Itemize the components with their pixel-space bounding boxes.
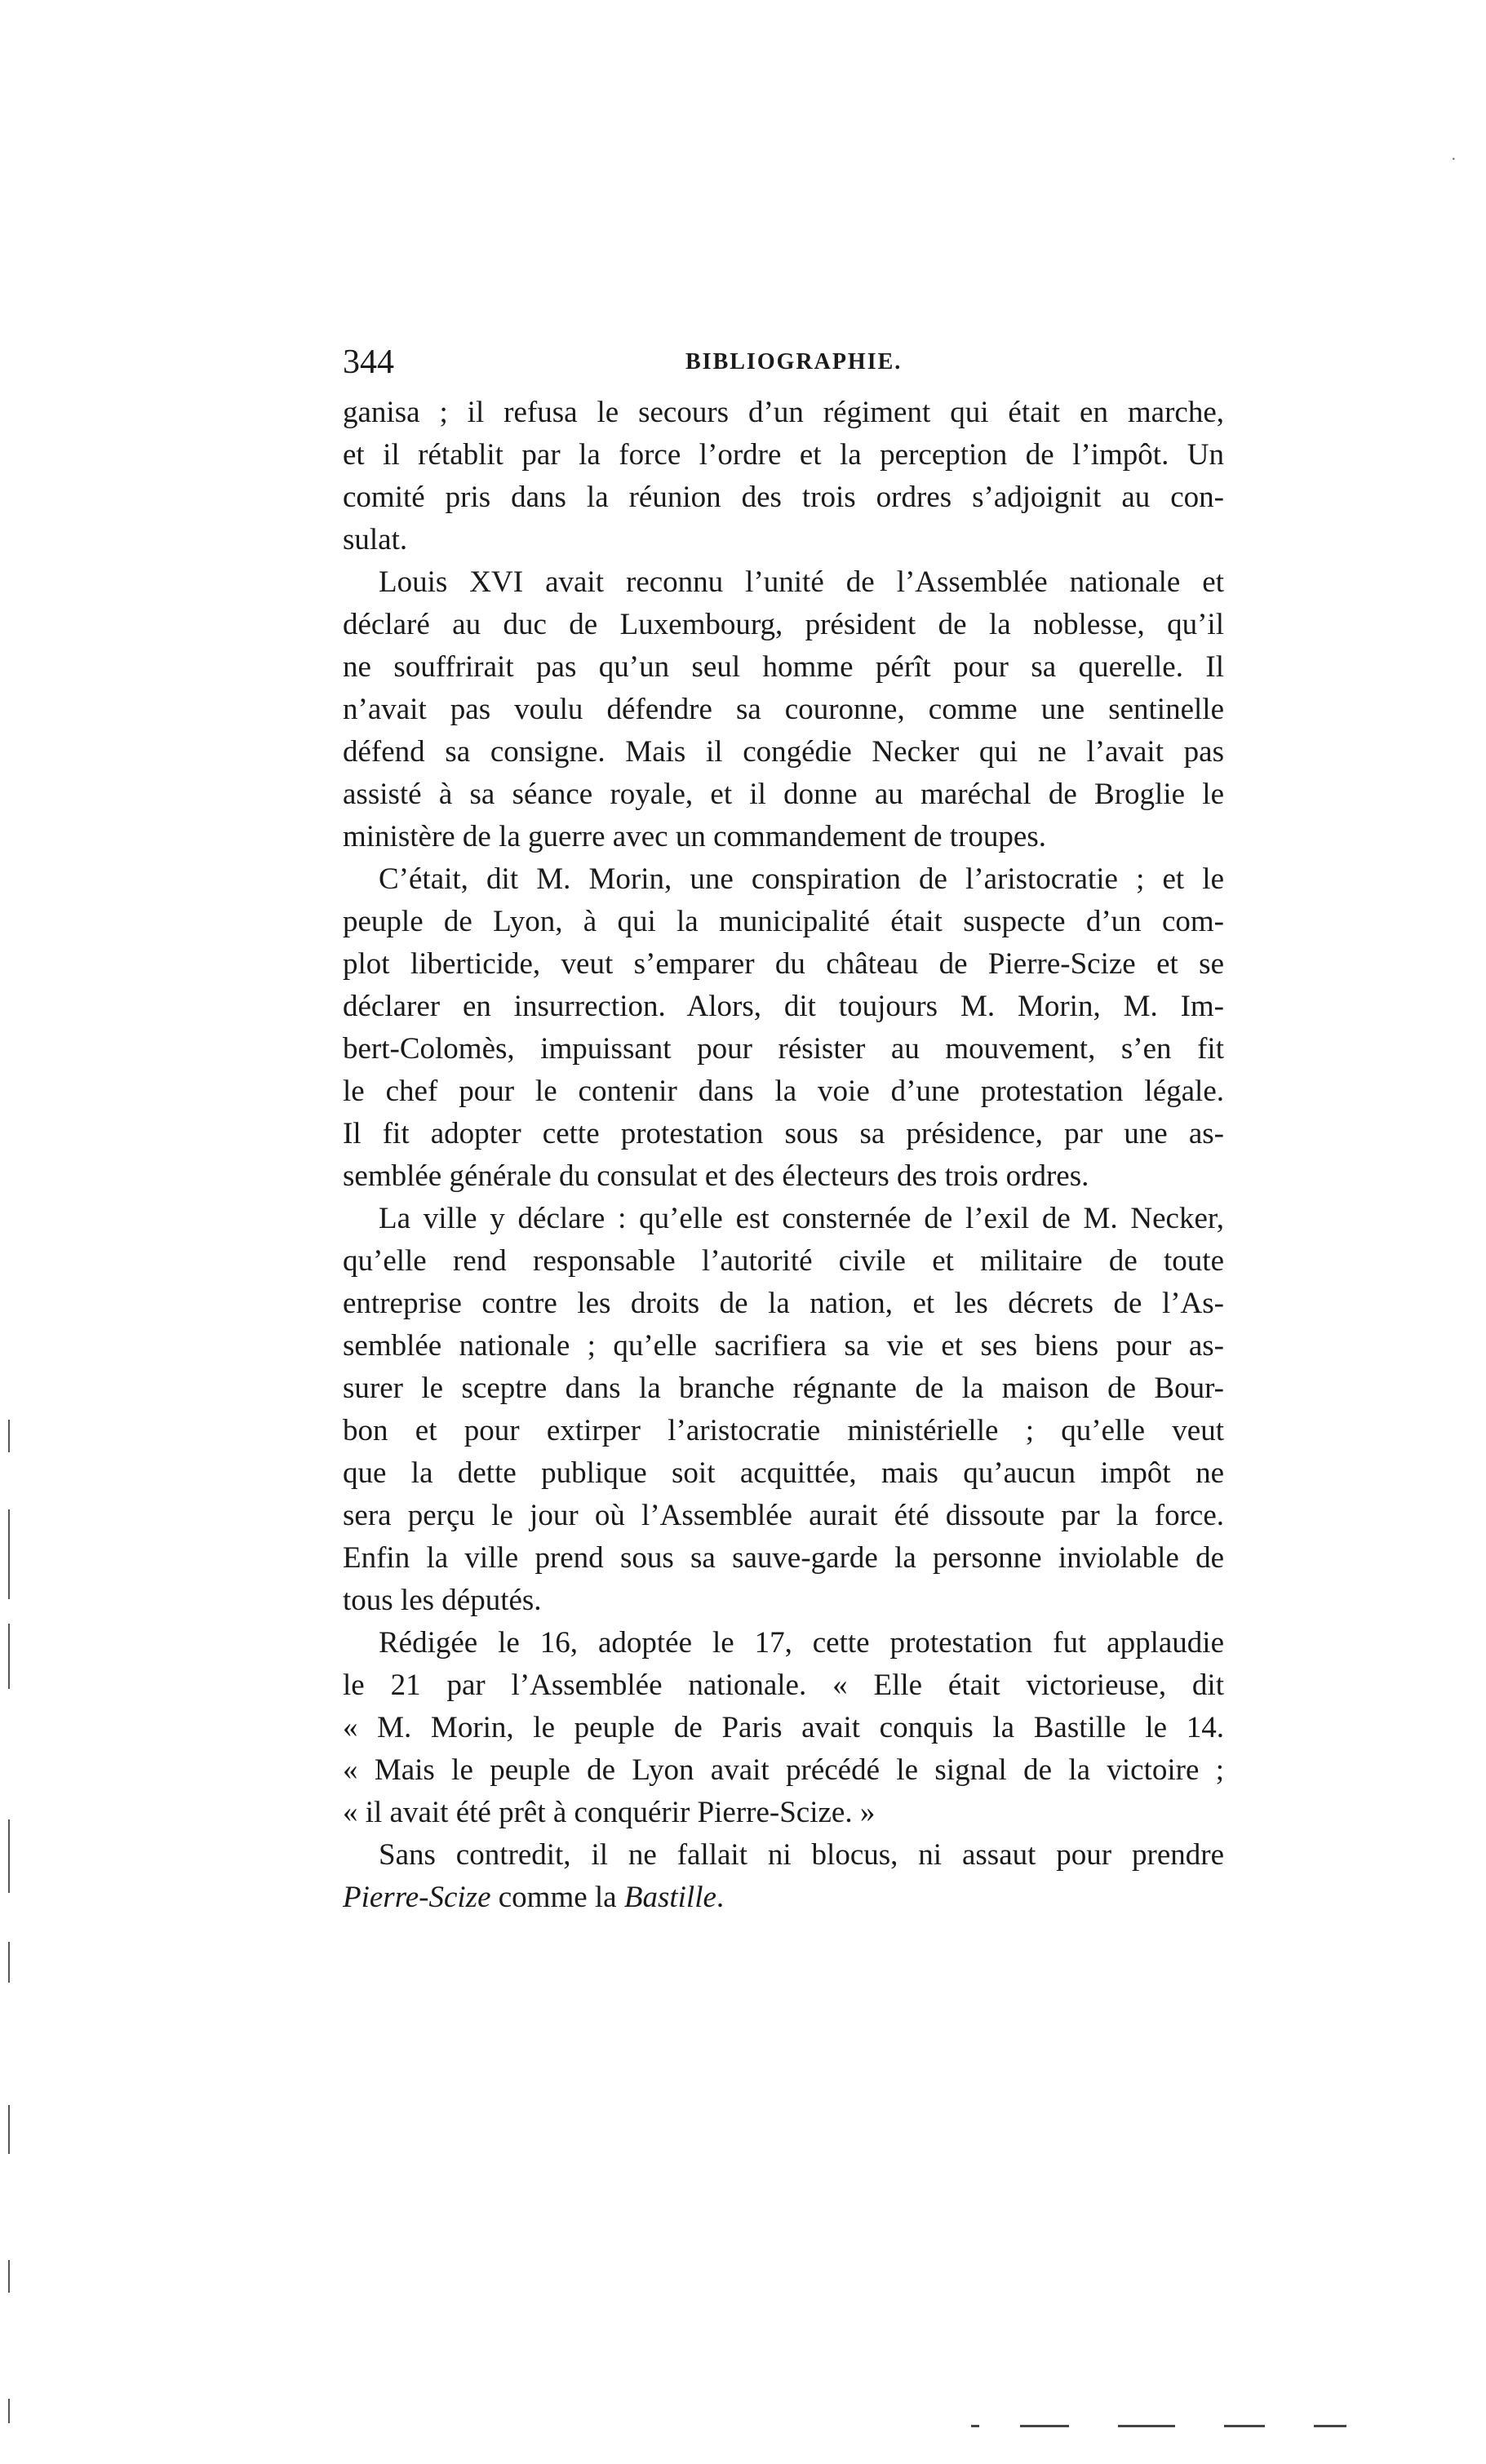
text-line: « il avait été prêt à conquérir Pierre-Scize. » (343, 1796, 876, 1829)
text-line: bert-Colomès, impuissant pour résister au mouvement, s’en fit (343, 1032, 1224, 1066)
page-number: 344 (343, 343, 394, 381)
text-line: déclaré au duc de Luxembourg, président de la noblesse, qu’il (343, 608, 1224, 641)
text-fragment: . (716, 1881, 725, 1914)
italic-text: Pierre-Scize (343, 1881, 491, 1914)
text-line: Sans contredit, il ne fallait ni blocus, ni assaut pour prendre (379, 1838, 1224, 1872)
page-header (343, 343, 1265, 392)
text-line: comité pris dans la réunion des trois ordres s’adjoignit au con- (343, 481, 1224, 514)
text-line: Louis XVI avait reconnu l’unité de l’Assemblée nationale et (379, 565, 1224, 599)
margin-mark (8, 1819, 10, 1893)
text-line: entreprise contre les droits de la nation, et les décrets de l’As- (343, 1287, 1224, 1320)
text-line: défend sa consigne. Mais il congédie Necker qui ne l’avait pas (343, 735, 1224, 769)
margin-mark (8, 2105, 10, 2154)
text-line: n’avait pas voulu défendre sa couronne, comme une sentinelle (343, 693, 1224, 726)
text-line: « Mais le peuple de Lyon avait précédé le signal de la victoire ; (343, 1753, 1224, 1787)
corner-mark: · (1450, 148, 1457, 169)
margin-mark (8, 1942, 10, 1983)
text-line: ministère de la guerre avec un commandement de troupes. (343, 820, 1046, 853)
margin-mark (8, 1624, 10, 1689)
text-line: ne souffrirait pas qu’un seul homme pérît pour sa querelle. Il (343, 650, 1224, 684)
margin-mark (8, 1420, 10, 1452)
text-line: Il fit adopter cette protestation sous sa présidence, par une as- (343, 1117, 1224, 1150)
text-line: déclarer en insurrection. Alors, dit toujours M. Morin, M. Im- (343, 990, 1224, 1023)
margin-mark (8, 1509, 10, 1599)
text-line: C’était, dit M. Morin, une conspiration de l’aristocratie ; et le (379, 862, 1224, 896)
text-line: et il rétablit par la force l’ordre et la perception de l’impôt. Un (343, 438, 1224, 472)
margin-mark (8, 2399, 10, 2423)
text-line-final (343, 1877, 1224, 1919)
margin-mark (8, 2260, 10, 2293)
text-line: bon et pour extirper l’aristocratie ministérielle ; qu’elle veut (343, 1414, 1224, 1447)
text-line: surer le sceptre dans la branche régnante de la maison de Bour- (343, 1372, 1224, 1405)
text-line: La ville y déclare : qu’elle est consternée de l’exil de M. Necker, (379, 1202, 1224, 1235)
text-fragment: comme la (490, 1881, 624, 1914)
text-line: sulat. (343, 523, 408, 556)
text-line: assisté à sa séance royale, et il donne au maréchal de Broglie le (343, 778, 1224, 811)
text-line: ganisa ; il refusa le secours d’un régiment qui était en marche, (343, 396, 1224, 429)
text-line: « M. Morin, le peuple de Paris avait conquis la Bastille le 14. (343, 1711, 1224, 1744)
text-line: Rédigée le 16, adoptée le 17, cette protestation fut applaudie (379, 1626, 1224, 1660)
text-line: le 21 par l’Assemblée nationale. « Elle était victorieuse, dit (343, 1669, 1224, 1702)
text-line: le chef pour le contenir dans la voie d’une protestation légale. (343, 1075, 1224, 1108)
text-line: tous les députés. (343, 1584, 542, 1617)
text-line: peuple de Lyon, à qui la municipalité était suspecte d’un com- (343, 905, 1224, 938)
text-line: que la dette publique soit acquittée, mais qu’aucun impôt ne (343, 1456, 1224, 1490)
bottom-rule-marks (971, 2425, 1363, 2428)
italic-text: Bastille (623, 1881, 716, 1914)
text-line: semblée générale du consulat et des électeurs des trois ordres. (343, 1159, 1089, 1193)
text-line: Enfin la ville prend sous sa sauve-garde la personne inviolable de (343, 1541, 1224, 1575)
text-line: qu’elle rend responsable l’autorité civile et militaire de toute (343, 1244, 1224, 1278)
body-text (343, 392, 1224, 1919)
running-head: BIBLIOGRAPHIE. (685, 349, 903, 374)
text-line: plot liberticide, veut s’emparer du château de Pierre-Scize et se (343, 947, 1224, 981)
text-line: semblée nationale ; qu’elle sacrifiera sa vie et ses biens pour as- (343, 1329, 1224, 1363)
text-line: sera perçu le jour où l’Assemblée aurait été dissoute par la force. (343, 1499, 1224, 1532)
